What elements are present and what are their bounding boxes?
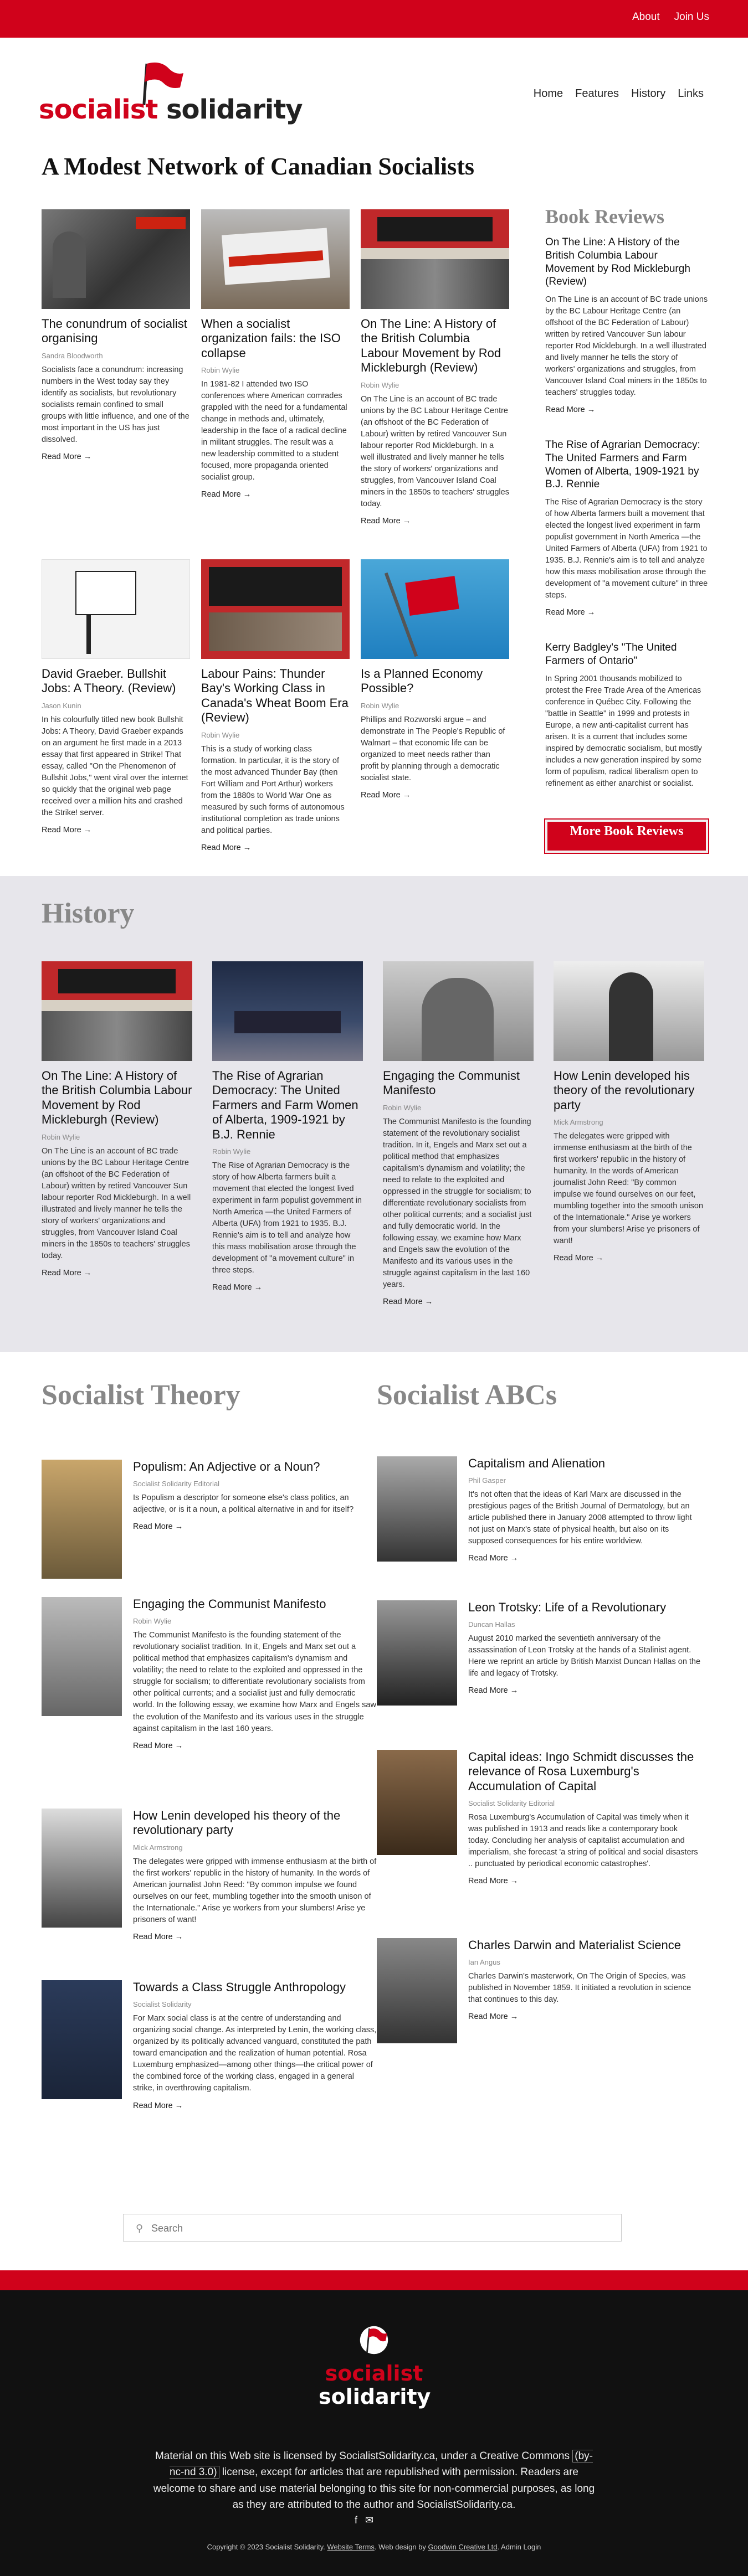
abc-excerpt: August 2010 marked the seventieth anniversary of the assassination of Leon Trotsky at the hands of a Stalinist agent. Here we reprint an article by British Marxist Duncan Hallas on the life and legacy of Trotsky.: [468, 1634, 701, 1678]
history-title[interactable]: How Lenin developed his theory of the revolutionary party: [554, 1069, 695, 1112]
abc-title[interactable]: Capitalism and Alienation: [468, 1456, 606, 1470]
book-review-item: [545, 641, 708, 790]
history-card: [554, 961, 704, 1263]
theory-excerpt: The delegates were gripped with immense enthusiasm at the birth of the first workers' republic in the history of humanity. In the words of American journalist John Reed: "By common impulse we found ourselves on our feet, mumbling together into the smooth unison of the Internationale." Arise ye workers from your slumbers! Arise ye prisoners of want!: [133, 1857, 377, 1924]
page-title: A Modest Network of Canadian Socialists: [42, 153, 475, 180]
abc-excerpt: Charles Darwin's masterwork, On The Origin of Species, was published in November 1859. It initiated a revolution in science that continues to this day.: [468, 1972, 691, 2005]
license-link[interactable]: (by-nc-nd 3.0): [170, 2450, 593, 2479]
footer-accent-band: [0, 2270, 748, 2290]
abc-title[interactable]: Charles Darwin and Materialist Science: [468, 1938, 681, 1952]
history-title[interactable]: The Rise of Agrarian Democracy: The United Farmers and Farm Women of Alberta, 1909-1921 by B.J. Rennie: [212, 1069, 358, 1141]
read-more-link[interactable]: Read More →: [468, 1686, 519, 1696]
logo-word-solidarity: solidarity: [166, 94, 303, 125]
social-links: [355, 2515, 373, 2526]
theory-title[interactable]: Towards a Class Struggle Anthropology: [133, 1980, 346, 1994]
site-logo[interactable]: [39, 55, 303, 133]
search-input[interactable]: [151, 2220, 606, 2237]
theory-excerpt: The Communist Manifesto is the founding statement of the revolutionary socialist tradition. In it, Engels and Marx set out a political method that emphasizes capitalism's dynamism and volatility; the need to relate to the exploited and oppressed in the struggle for socialism; to differentiate revolutionary socialists from other political currents; and a socialist just and fully democratic world. In the following essay, we examine how Marx and Engels saw the evolution of the Manifesto and its various uses in the struggle against capitalism in the last 160 years.: [133, 1631, 376, 1733]
join-us-link[interactable]: Join Us: [674, 11, 709, 23]
abc-thumbnail[interactable]: [377, 1456, 457, 1562]
license-text-part-a: Material on this Web site is licensed by SocialistSolidarity.ca, under a Creative Commons: [155, 2450, 570, 2462]
footer: [0, 2290, 748, 2576]
theory-item: [42, 1597, 376, 1750]
history-image[interactable]: [212, 961, 363, 1061]
read-more-link[interactable]: Read More →: [133, 2101, 183, 2110]
read-more-link[interactable]: Read More →: [545, 608, 596, 617]
book-review-title[interactable]: The Rise of Agrarian Democracy: The United Farmers and Farm Women of Alberta, 1909-1921 by B.J. Rennie: [545, 439, 700, 491]
nav-links[interactable]: Links: [678, 87, 704, 100]
feature-card: [361, 209, 509, 525]
feature-card: [42, 209, 190, 461]
feature-excerpt: In his colourfully titled new book Bullshit Jobs: A Theory, David Graeber expands on an argument he first made in a 2013 essay that first appeared in Strike! That essay, called "On the Phenomenon of Bullshit Jobs," went viral over the internet so quickly that the original web page received over a million hits and crashed the Strike! server.: [42, 715, 188, 817]
history-author: Robin Wylie: [212, 1147, 251, 1156]
search-box: [123, 2214, 622, 2242]
read-more-link[interactable]: Read More →: [545, 405, 596, 415]
nav-history[interactable]: History: [631, 87, 666, 100]
read-more-link[interactable]: Read More →: [383, 1297, 433, 1307]
logo-word-socialist: socialist: [39, 94, 158, 125]
theory-author: Robin Wylie: [133, 1617, 172, 1626]
abc-thumbnail[interactable]: [377, 1750, 457, 1855]
abc-author: Duncan Hallas: [468, 1620, 515, 1629]
search-icon: ⚲: [136, 2223, 144, 2234]
more-book-reviews-button[interactable]: More Book Reviews: [545, 820, 708, 853]
read-more-link[interactable]: Read More →: [361, 516, 411, 525]
nav-features[interactable]: Features: [575, 87, 619, 100]
copyright: Copyright © 2023 Socialist Solidarity. Website Terms. Web design by Goodwin Creative Ltd. Admin Login: [207, 2543, 541, 2551]
read-more-link[interactable]: Read More →: [133, 1932, 183, 1941]
theory-thumbnail[interactable]: [42, 1597, 122, 1716]
theory-excerpt: Is Populism a descriptor for someone else's class politics, an adjective, or is it a noun, a political alternative in and for itself?: [133, 1493, 354, 1514]
footer-word-solidarity: solidarity: [319, 2384, 431, 2409]
read-more-link[interactable]: Read More →: [361, 790, 411, 800]
feature-image[interactable]: [361, 209, 509, 309]
web-design-text: . Web design by: [374, 2543, 426, 2551]
feature-card: [201, 559, 350, 852]
feature-image[interactable]: [201, 559, 350, 659]
theory-thumbnail[interactable]: [42, 1460, 122, 1579]
feature-card: [42, 559, 190, 834]
theory-item: [42, 1460, 374, 1587]
abc-author: Phil Gasper: [468, 1476, 506, 1485]
feature-author: Robin Wylie: [361, 701, 399, 710]
theory-item: [42, 1980, 377, 2110]
read-more-link[interactable]: Read More →: [133, 1741, 183, 1750]
book-review-title[interactable]: On The Line: A History of the British Columbia Labour Movement by Rod Mickleburgh (Review): [545, 236, 690, 288]
abc-item: [377, 1456, 709, 1584]
history-card: [383, 961, 534, 1306]
website-terms-link[interactable]: Website Terms: [327, 2543, 375, 2551]
read-more-link[interactable]: Read More →: [201, 490, 252, 499]
license-text: [152, 2448, 596, 2513]
abc-thumbnail[interactable]: [377, 1938, 457, 2043]
flag-icon: [355, 2323, 393, 2357]
feature-title[interactable]: David Graeber. Bullshit Jobs: A Theory. (Review): [42, 667, 176, 695]
abc-excerpt: It's not often that the ideas of Karl Marx are discussed in the prestigious pages of the British Journal of Dermatology, but an article published there in January 2008 attempted to throw light not just on Marx's state of physical health, but also on its supposed consequences for his entire worldview.: [468, 1490, 692, 1546]
read-more-link[interactable]: Read More →: [201, 843, 252, 852]
book-reviews-heading: Book Reviews: [545, 205, 664, 228]
license-text-part-b: license, except for articles that are republished with permission. Readers are welcome to share and use material belonging to this site for non-commercial purposes, as long as they are attributed to the author and SocialistSolidarity.ca.: [153, 2466, 595, 2511]
history-image[interactable]: [383, 961, 534, 1061]
history-author: Robin Wylie: [383, 1103, 422, 1112]
feature-title[interactable]: Labour Pains: Thunder Bay's Working Class in Canada's Wheat Boom Era (Review): [201, 667, 349, 725]
theory-title[interactable]: Populism: An Adjective or a Noun?: [133, 1460, 320, 1474]
main-nav: [534, 87, 704, 100]
history-author: Robin Wylie: [42, 1132, 80, 1141]
abc-author: Ian Angus: [468, 1958, 500, 1967]
nav-home[interactable]: Home: [533, 87, 563, 100]
abc-item: [377, 1600, 709, 1728]
socialist-theory-heading: Socialist Theory: [42, 1379, 240, 1411]
history-excerpt: The Communist Manifesto is the founding statement of the revolutionary socialist tradition. In it, Engels and Marx set out a political method that emphasizes capitalism's dynamism and volatility; the need to relate to the exploited and oppressed in the struggle for socialism; to differentiate revolutionary socialists from other political currents; and a socialist just and fully democratic world. In the following essay, we examine how Marx and Engels saw the evolution of the Manifesto and its various uses in the struggle against capitalism in the last 160 years.: [383, 1117, 532, 1289]
history-heading: History: [42, 898, 135, 929]
read-more-link[interactable]: Read More →: [42, 1268, 92, 1277]
theory-author: Socialist Solidarity Editorial: [133, 1480, 220, 1488]
read-more-link[interactable]: Read More →: [554, 1254, 604, 1263]
feature-image[interactable]: [361, 559, 509, 659]
feature-author: Robin Wylie: [201, 730, 240, 739]
history-excerpt: On The Line is an account of BC trade unions by the BC Labour Heritage Centre (an offshoot of the BC Federation of Labour) written by retired Vancouver Sun labour reporter Rod Mickleburgh. In a well illustrated and lively manner he tells the story of workers' organizations and struggles, from Vancouver Island Coal miners in the 1850s to teachers' struggles today.: [42, 1146, 191, 1260]
facebook-icon[interactable]: f: [355, 2515, 358, 2526]
abc-thumbnail[interactable]: [377, 1600, 457, 1706]
history-card: [42, 961, 192, 1277]
feature-card: [201, 209, 350, 499]
email-icon[interactable]: ✉: [365, 2515, 374, 2526]
history-title[interactable]: Engaging the Communist Manifesto: [383, 1069, 520, 1098]
book-reviews-sidebar: [545, 205, 708, 814]
read-more-link[interactable]: Read More →: [468, 1554, 519, 1563]
book-review-item: [545, 236, 708, 414]
history-author: Mick Armstrong: [554, 1118, 603, 1127]
copyright-text: Copyright © 2023 Socialist Solidarity.: [207, 2543, 325, 2551]
socialist-abcs-heading: Socialist ABCs: [377, 1379, 557, 1411]
book-review-excerpt: On The Line is an account of BC trade unions by the BC Labour Heritage Centre (an offshoot of the BC Federation of Labour) written by retired Vancouver Sun labour reporter Rod Mickleburgh. In a well illustrated and lively manner he tells the story of workers' organizations and struggles, from Vancouver Island Coal miners in the 1850s to teachers' struggles today.: [545, 295, 708, 398]
book-review-excerpt: In Spring 2001 thousands mobilized to protest the Free Trade Area of the Americas conference in Québec City. Following the "battle in Seattle" in 1999 and protests in Europe, a new anti-capitalist current has arisen. It is a current that includes some inspired by democratic socialism, but mostly includes a new generation inspired by some form of populism, radical liberalism open to refinement as either anarchist or socialist.: [545, 674, 702, 788]
history-title[interactable]: On The Line: A History of the British Columbia Labour Movement by Rod Mickleburgh (Review): [42, 1069, 192, 1127]
admin-login-link[interactable]: Admin Login: [501, 2543, 541, 2551]
abc-title[interactable]: Leon Trotsky: Life of a Revolutionary: [468, 1600, 667, 1614]
book-review-title[interactable]: Kerry Badgley's "The United Farmers of Ontario": [545, 642, 677, 667]
abc-item: [377, 1938, 709, 2065]
read-more-link[interactable]: Read More →: [468, 2012, 519, 2022]
abc-excerpt: Rosa Luxemburg's Accumulation of Capital was timely when it was published in 1913 and reads like a contemporary book today. Concluding her analysis of capitalist accumulation and imperialism, she forecast 'a string of political and social disasters .. punctuated by periodical economic catastrophes'.: [468, 1813, 698, 1869]
feature-title[interactable]: Is a Planned Economy Possible?: [361, 667, 483, 695]
read-more-link[interactable]: Read More →: [42, 825, 92, 834]
theory-author: Mick Armstrong: [133, 1843, 183, 1852]
top-bar: [0, 0, 748, 38]
feature-excerpt: Socialists face a conundrum: increasing numbers in the West today say they identify as socialists, but revolutionary socialists remain confined to small groups with little influence, and one of the most important in the US has just dissolved.: [42, 365, 189, 444]
theory-thumbnail[interactable]: [42, 1980, 122, 2099]
designer-link[interactable]: Goodwin Creative Ltd: [428, 2543, 498, 2551]
feature-excerpt: This is a study of working class formation. In particular, it is the story of the most advanced Thunder Bay (then Fort William and Port Arthur) workers from the 1880s to World War One as measured by such forms of autonomous institutional completion as trade unions and political parties.: [201, 744, 345, 835]
feature-author: Sandra Bloodworth: [42, 351, 103, 360]
theory-title[interactable]: Engaging the Communist Manifesto: [133, 1597, 326, 1611]
abc-title[interactable]: Capital ideas: Ingo Schmidt discusses the relevance of Rosa Luxemburg's Accumulation of Capital: [468, 1750, 694, 1793]
theory-thumbnail[interactable]: [42, 1809, 122, 1928]
theory-author: Socialist Solidarity: [133, 2000, 192, 2009]
history-card: [212, 961, 363, 1292]
about-link[interactable]: About: [632, 11, 660, 23]
read-more-link[interactable]: Read More →: [212, 1283, 263, 1292]
footer-logo[interactable]: [319, 2323, 431, 2409]
feature-excerpt: In 1981-82 I attended two ISO conferences where American comrades grappled with the need for a fundamental change in methods and, ultimately, leadership in the face of a radical decline in militant struggles. The result was a new leadership committed to a student focused, more propaganda oriented socialist group.: [201, 380, 347, 482]
feature-author: Jason Kunin: [42, 701, 81, 710]
feature-author: Robin Wylie: [201, 366, 240, 375]
feature-card: [361, 559, 509, 800]
feature-title[interactable]: The conundrum of socialist organising: [42, 317, 187, 346]
top-links: [632, 11, 709, 23]
history-image[interactable]: [554, 961, 704, 1061]
theory-item: [42, 1809, 377, 1941]
read-more-link[interactable]: Read More →: [133, 1522, 183, 1532]
feature-title[interactable]: On The Line: A History of the British Columbia Labour Movement by Rod Mickleburgh (Review): [361, 317, 501, 375]
theory-title[interactable]: How Lenin developed his theory of the revolutionary party: [133, 1809, 341, 1837]
abc-author: Socialist Solidarity Editorial: [468, 1799, 555, 1808]
feature-image[interactable]: [201, 209, 350, 309]
feature-image[interactable]: [42, 209, 190, 309]
feature-excerpt: Phillips and Rozworski argue – and demonstrate in The People's Republic of Walmart – that economic life can be organized to meet needs rather than profit by planning through a democratic socialist state.: [361, 715, 505, 782]
feature-author: Robin Wylie: [361, 380, 399, 389]
logo-wordmark: [39, 94, 303, 125]
read-more-link[interactable]: Read More →: [468, 1877, 519, 1886]
book-review-excerpt: The Rise of Agrarian Democracy is the story of how Alberta farmers built a movement that elected the longest lived experiment in farm populist government in North America —the United Farmers of Alberta (UFA) from 1921 to 1935. B.J. Rennie's aim is to tell and analyze how this mass mobilisation arose through the development of "a movement culture" in three steps.: [545, 498, 708, 600]
feature-image[interactable]: [42, 559, 190, 659]
feature-title[interactable]: When a socialist organization fails: the ISO collapse: [201, 317, 341, 360]
history-excerpt: The Rise of Agrarian Democracy is the story of how Alberta farmers built a movement that elected the longest lived experiment in farm populist government in North America —the United Farmers of Alberta (UFA) from 1921 to 1935. B.J. Rennie's aim is to tell and analyze how this mass mobilisation arose through the development of "a movement culture" in three steps.: [212, 1161, 362, 1275]
footer-word-socialist: socialist: [325, 2361, 423, 2386]
book-review-item: [545, 439, 708, 617]
feature-excerpt: On The Line is an account of BC trade unions by the BC Labour Heritage Centre (an offshoot of the BC Federation of Labour) written by retired Vancouver Sun labour reporter Rod Mickleburgh. In a well illustrated and lively manner he tells the story of workers' organizations and struggles, from Vancouver Island Coal miners in the 1850s to teachers' struggles today.: [361, 394, 509, 508]
read-more-link[interactable]: Read More →: [42, 452, 92, 461]
theory-excerpt: For Marx social class is at the centre of understanding and organizing social change. As interpreted by Lenin, the working class, organized by its politically advanced vanguard, constituted the path toward emancipation and the realization of human potential. Rosa Luxemburg emphasized—among other things—the critical power of the combined force of the working class, engaged in a general strike, in overthrowing capitalism.: [133, 2014, 377, 2093]
history-excerpt: The delegates were gripped with immense enthusiasm at the birth of the first workers' republic in the history of humanity. In the words of American journalist John Reed: "By common impulse we found ourselves on our feet, mumbling together into the smooth unison of the Internationale." Arise ye workers from your slumbers! Arise ye prisoners of want!: [554, 1132, 704, 1246]
abc-item: [377, 1750, 709, 1886]
history-image[interactable]: [42, 961, 192, 1061]
